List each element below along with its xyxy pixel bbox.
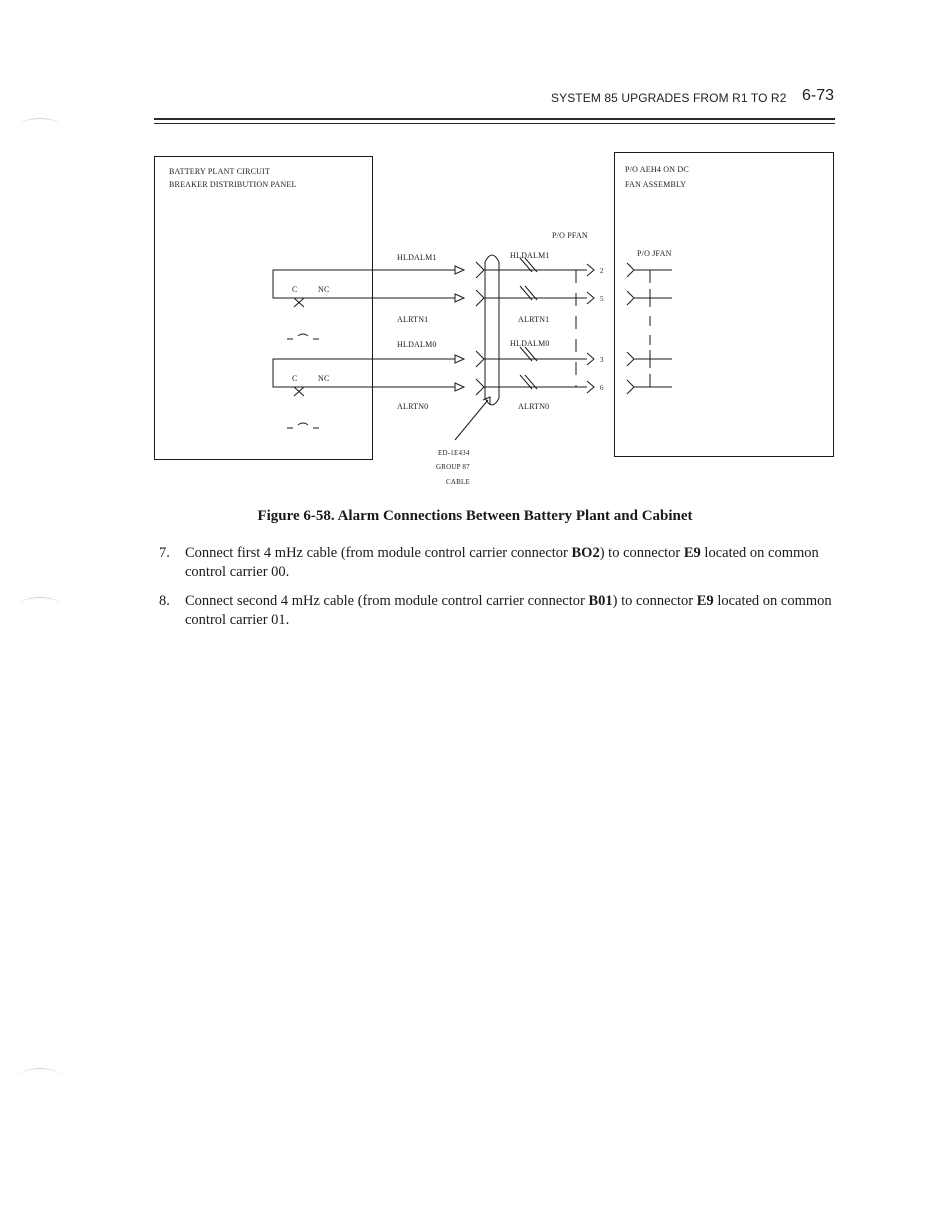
cable-label-line2: GROUP 87 bbox=[436, 463, 470, 471]
cable-label-line1: ED-1E434 bbox=[438, 449, 470, 457]
relay2-nc-label: NC bbox=[318, 374, 330, 383]
right-box-label-line2: FAN ASSEMBLY bbox=[625, 180, 687, 189]
left-box-label-line2: BREAKER DISTRIBUTION PANEL bbox=[169, 180, 297, 189]
step-number: 8. bbox=[159, 593, 170, 609]
signal-hldalm0-right: HLDALM0 bbox=[510, 339, 550, 348]
connector-id: B01 bbox=[588, 593, 613, 609]
step-text-part: located on common control carrier 01. bbox=[185, 593, 832, 628]
running-header-title: SYSTEM 85 UPGRADES FROM R1 TO R2 bbox=[551, 91, 787, 105]
pin-label-2: 2 bbox=[600, 267, 604, 275]
pfan-connector-label: P/O PFAN bbox=[552, 231, 588, 240]
relay1-nc-label: NC bbox=[318, 285, 330, 294]
cable-label-line3: CABLE bbox=[446, 478, 470, 486]
right-box-label-line1: P/O AEH4 ON DC bbox=[625, 165, 689, 174]
left-box-label-line1: BATTERY PLANT CIRCUIT bbox=[169, 167, 271, 176]
signal-alrtn0-right: ALRTN0 bbox=[518, 402, 550, 411]
relay-coil-symbol-2 bbox=[287, 423, 319, 428]
step-text-part: Connect second 4 mHz cable (from module control carrier connector bbox=[185, 593, 589, 609]
relay-coil-symbol-1 bbox=[287, 334, 319, 339]
step-text bbox=[185, 592, 839, 630]
step-text-part: ) to connector bbox=[599, 545, 684, 561]
pfan-plug-chevrons bbox=[476, 262, 484, 395]
binder-hole-mark bbox=[20, 597, 60, 612]
figure-caption: Figure 6-58. Alarm Connections Between Battery Plant and Cabinet bbox=[257, 508, 693, 524]
pin-chevrons bbox=[587, 264, 594, 393]
connector-id: E9 bbox=[696, 593, 714, 609]
relay1-c-label: C bbox=[292, 285, 298, 294]
cable-sheath bbox=[485, 255, 499, 405]
connector-id: BO2 bbox=[571, 545, 600, 561]
signal-alrtn0-left: ALRTN0 bbox=[397, 402, 429, 411]
step-text-part: ) to connector bbox=[612, 593, 697, 609]
battery-plant-panel-box bbox=[155, 157, 373, 460]
alarm-connection-diagram bbox=[0, 0, 950, 500]
page-number: 6-73 bbox=[802, 87, 835, 104]
pin-label-6: 6 bbox=[600, 384, 604, 392]
relay2-c-label: C bbox=[292, 374, 298, 383]
signal-hldalm0-left: HLDALM0 bbox=[397, 340, 437, 349]
jfan-connector-label: P/O JFAN bbox=[637, 249, 672, 258]
binder-hole-mark bbox=[20, 1068, 60, 1083]
jfan-connector-contacts bbox=[627, 263, 672, 394]
signal-hldalm1-left: HLDALM1 bbox=[397, 253, 437, 262]
connector-id: E9 bbox=[683, 545, 701, 561]
step-number: 7. bbox=[159, 545, 170, 561]
step-text-part: located on common control carrier 00. bbox=[185, 545, 819, 580]
pin-label-5: 5 bbox=[600, 295, 604, 303]
step-text-part: Connect first 4 mHz cable (from module control carrier connector bbox=[185, 545, 572, 561]
pin-label-3: 3 bbox=[600, 356, 604, 364]
wire-arrows bbox=[455, 266, 464, 391]
cable-callout-line bbox=[455, 400, 488, 440]
signal-hldalm1-right: HLDALM1 bbox=[510, 251, 550, 260]
signal-alrtn1-right: ALRTN1 bbox=[518, 315, 550, 324]
step-text bbox=[185, 544, 839, 582]
signal-alrtn1-left: ALRTN1 bbox=[397, 315, 429, 324]
fan-assembly-box bbox=[615, 153, 834, 457]
